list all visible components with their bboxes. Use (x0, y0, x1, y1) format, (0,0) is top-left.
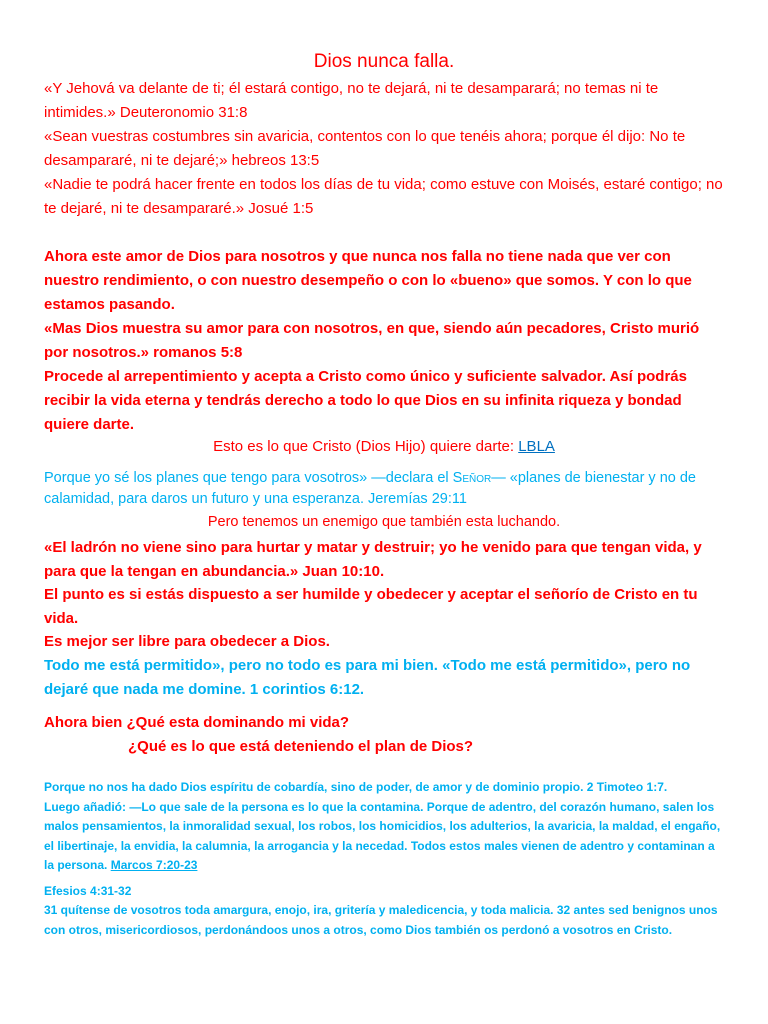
marcos-link[interactable]: Marcos 7:20-23 (110, 858, 198, 872)
verse-josue: «Nadie te podrá hacer frente en todos los días de tu vida; como estuve con Moisés, estaré contigo; no te dejaré, ni te desampararé.» Josué 1:5 (44, 176, 723, 217)
paragraph-amor: Ahora este amor de Dios para nosotros y que nunca nos falla no tiene nada que ver con nuestro rendimiento, o con nuestro desempeño o con lo «bueno» que somos. Y con lo que estamos pasando. (44, 248, 692, 313)
efesios-heading: Efesios 4:31-32 (44, 884, 132, 898)
verse-corintios: Todo me está permitido», pero no todo es para mi bien. «Todo me está permitido», pero no dejaré que nada me domine. 1 corintios 6:12. (44, 657, 691, 698)
verse-romanos: «Mas Dios muestra su amor para con nosotros, en que, siendo aún pecadores, Cristo murió por nosotros.» romanos 5:8 (44, 320, 700, 361)
page-title: Dios nunca falla. (313, 51, 455, 72)
marcos-text: Luego añadió: —Lo que sale de la persona es lo que la contamina. Porque de adentro, del corazón humano, salen los malos pensamientos, la inmoralidad sexual, los robos, los homicidios, los adulterios, la avaricia, la maldad, el engaño, el libertinaje, la envidia, la calumnia, la arrogancia y la necedad. Todos estos males vienen de adentro y contaminan a la persona. (44, 799, 721, 872)
jeremias-senor: Señor (452, 470, 492, 486)
verse-juan: «El ladrón no viene sino para hurtar y matar y destruir; yo he venido para que tengan vida, y para que la tengan en abundancia.» Juan 10:10. (44, 539, 702, 580)
jeremias-post: — «planes de bienestar y no de calamidad, para daros un futuro y una esperanza. Jeremías 29:11 (44, 470, 696, 507)
jeremias-pre: Porque yo sé los planes que tengo para vosotros» —declara el (44, 470, 453, 486)
verse-marcos (44, 798, 724, 876)
question-deteniendo: ¿Qué es lo que está deteniendo el plan de Dios? (128, 738, 474, 755)
verse-timoteo: Porque no nos ha dado Dios espíritu de cobardía, sino de poder, de amor y de dominio propio. 2 Timoteo 1:7. (44, 780, 668, 794)
lbla-link[interactable]: LBLA (518, 438, 555, 455)
verse-jeremias (44, 468, 724, 510)
paragraph-procede: Procede al arrepentimiento y acepta a Cristo como único y suficiente salvador. Así podrás recibir la vida eterna y tendrás derecho a todo lo que Dios en su infinita riqueza y bondad quiere darte. (44, 368, 687, 433)
verse-deuteronomio: «Y Jehová va delante de ti; él estará contigo, no te dejará, ni te desamparará; no temas ni te intimides.» Deuteronomio 31:8 (44, 80, 659, 121)
question-dominando: Ahora bien ¿Qué esta dominando mi vida? (44, 714, 350, 731)
paragraph-punto: El punto es si estás dispuesto a ser humilde y obedecer y aceptar el señorío de Cristo en tu vida. (44, 586, 698, 627)
verse-hebreos: «Sean vuestras costumbres sin avaricia, contentos con lo que tenéis ahora; porque él dijo: No te desampararé, ni te dejaré;» hebreos 13:5 (44, 128, 686, 169)
verse-efesios: 31 quítense de vosotros toda amargura, enojo, ira, gritería y maledicencia, y toda malicia. 32 antes sed benignos unos con otros, misericordiosos, perdonándoos unos a otros, como Dios también os perdonó a vosotros en Cristo. (44, 903, 718, 937)
esto-text: Esto es lo que Cristo (Dios Hijo) quiere darte: (213, 438, 519, 455)
paragraph-libre: Es mejor ser libre para obedecer a Dios. (44, 633, 330, 650)
paragraph-enemigo: Pero tenemos un enemigo que también esta luchando. (207, 514, 561, 530)
small-verses-block (44, 778, 724, 876)
paragraph-esto (44, 436, 724, 458)
